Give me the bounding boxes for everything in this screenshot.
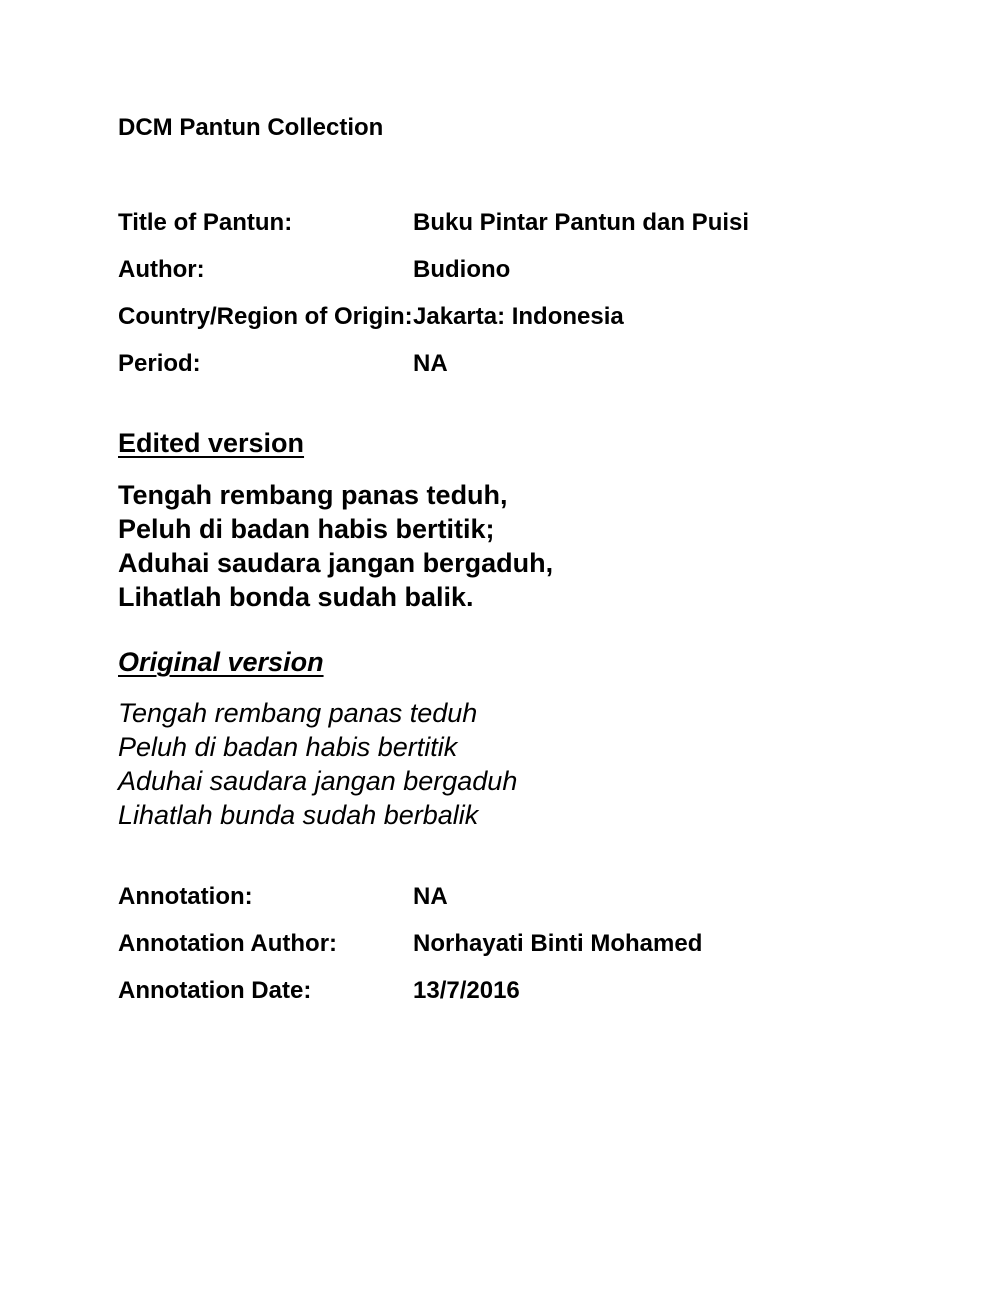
field-label: Annotation Author: xyxy=(118,930,338,957)
original-version-heading: Original version xyxy=(118,647,324,677)
annotation-section xyxy=(118,883,885,1005)
poem-line: Peluh di badan habis bertitik; xyxy=(118,514,495,544)
poem-line: Tengah rembang panas teduh xyxy=(118,698,478,728)
poem-line: Lihatlah bunda sudah berbalik xyxy=(118,800,479,830)
field-value: Norhayati Binti Mohamed xyxy=(413,930,703,957)
edited-version-poem xyxy=(118,478,885,614)
page-title: DCM Pantun Collection xyxy=(118,114,384,141)
poem-line: Aduhai saudara jangan bergaduh, xyxy=(118,548,554,578)
field-row-country-region xyxy=(118,303,885,331)
field-row-annotation-date xyxy=(118,977,885,1005)
poem-line: Tengah rembang panas teduh, xyxy=(118,480,508,510)
edited-version-heading: Edited version xyxy=(118,428,305,458)
field-value: 13/7/2016 xyxy=(413,977,520,1004)
field-row-annotation xyxy=(118,883,885,911)
field-label: Country/Region of Origin: xyxy=(118,303,413,330)
poem-line: Lihatlah bonda sudah balik. xyxy=(118,582,474,612)
field-value: NA xyxy=(413,350,448,377)
original-version-poem xyxy=(118,696,885,832)
field-row-annotation-author xyxy=(118,930,885,958)
field-value: Buku Pintar Pantun dan Puisi xyxy=(413,209,750,236)
field-row-title-of-pantun xyxy=(118,209,885,237)
field-value: Budiono xyxy=(413,256,511,283)
field-label: Title of Pantun: xyxy=(118,209,293,236)
field-label: Annotation Date: xyxy=(118,977,312,1004)
field-value: NA xyxy=(413,883,448,910)
field-row-author xyxy=(118,256,885,284)
poem-line: Aduhai saudara jangan bergaduh xyxy=(118,766,518,796)
poem-line: Peluh di badan habis bertitik xyxy=(118,732,458,762)
field-label: Author: xyxy=(118,256,205,283)
field-label: Period: xyxy=(118,350,201,377)
field-label: Annotation: xyxy=(118,883,253,910)
metadata-section xyxy=(118,209,885,378)
field-value: Jakarta: Indonesia xyxy=(413,303,624,330)
field-row-period xyxy=(118,350,885,378)
